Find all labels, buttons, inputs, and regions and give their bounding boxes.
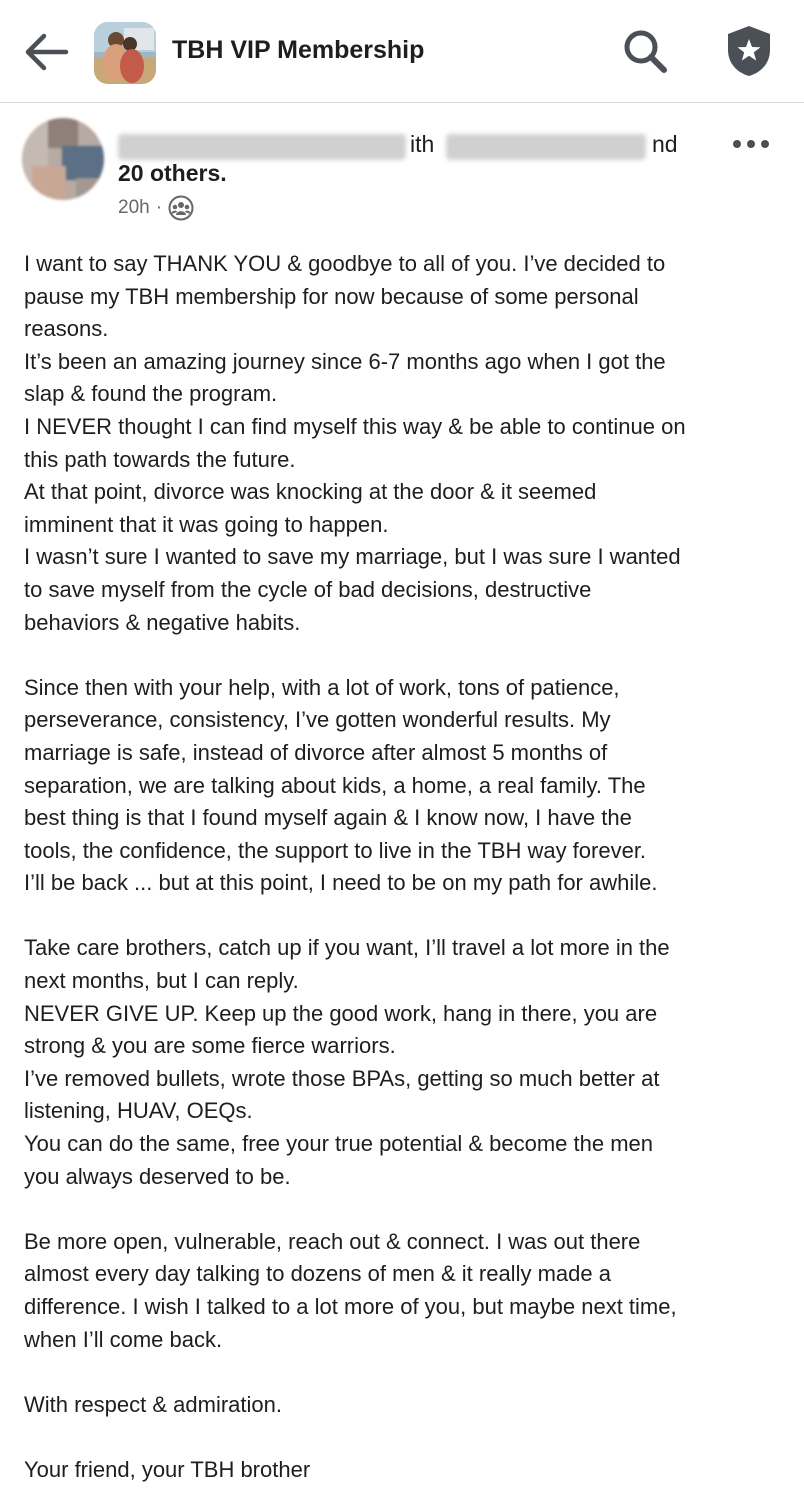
post-paragraph: Be more open, vulnerable, reach out & connect. I was out there almost every day talking to dozens of men & it really made a difference. I wish I talked to a lot more of you, but maybe next time, when I’ll come back.	[24, 1228, 677, 1352]
top-app-bar	[0, 0, 804, 103]
post-meta	[118, 196, 194, 220]
ellipsis-icon[interactable]	[730, 134, 772, 154]
blurred-author-name	[118, 134, 406, 160]
post-body	[24, 248, 794, 1487]
post-paragraph: With respect & admiration.	[24, 1391, 282, 1417]
search-icon[interactable]	[620, 26, 670, 76]
group-icon	[168, 195, 194, 221]
group-avatar[interactable]	[94, 22, 156, 84]
meta-separator: ·	[155, 197, 163, 218]
arrow-left-icon[interactable]	[22, 30, 70, 74]
post-paragraph: I want to say THANK YOU & goodbye to all of you. I’ve decided to pause my TBH membership for now because of some personal reasons. It’s been an amazing journey since 6-7 months ago when I got the slap & found the program. I NEVER thought I can find myself this way & be able to continue on this path towards the future. At that point, divorce was knocking at the door & it seemed imminent that it was going to happen. I wasn’t sure I wanted to save my marriage, but I was sure I wanted to save myself from the cycle of bad decisions, destructive behaviors & negative habits.	[24, 251, 686, 635]
post-paragraph: Take care brothers, catch up if you want, I’ll travel a lot more in the next months, but I can reply. NEVER GIVE UP. Keep up the good work, hang in there, you are strong & you are some fierce warriors. I’ve removed bullets, wrote those BPAs, getting so much better at listening, HUAV, OEQs. You can do the same, free your true potential & become the men you always deserved to be.	[24, 935, 670, 1189]
author-text-fragment: ith	[410, 131, 435, 157]
author-text-fragment: nd	[652, 131, 678, 157]
post-paragraph: Your friend, your TBH brother	[24, 1456, 311, 1482]
blurred-tagged-name	[446, 134, 646, 160]
shield-star-icon[interactable]	[724, 24, 774, 78]
author-avatar[interactable]	[22, 118, 104, 200]
tagged-others-link[interactable]: 20 others.	[118, 160, 227, 186]
group-title[interactable]: TBH VIP Membership	[172, 36, 425, 64]
post-timestamp[interactable]: 20h	[118, 197, 150, 218]
post-paragraph: Since then with your help, with a lot of work, tons of patience, perseverance, consistency, I’ve gotten wonderful results. My marriage is safe, instead of divorce after almost 5 months of separation, we are talking about kids, a home, a real family. The best thing is that I found myself again & I know now, I have the tools, the confidence, the support to live in the TBH way forever. I’ll be back ... but at this point, I need to be on my path for awhile.	[24, 674, 658, 896]
